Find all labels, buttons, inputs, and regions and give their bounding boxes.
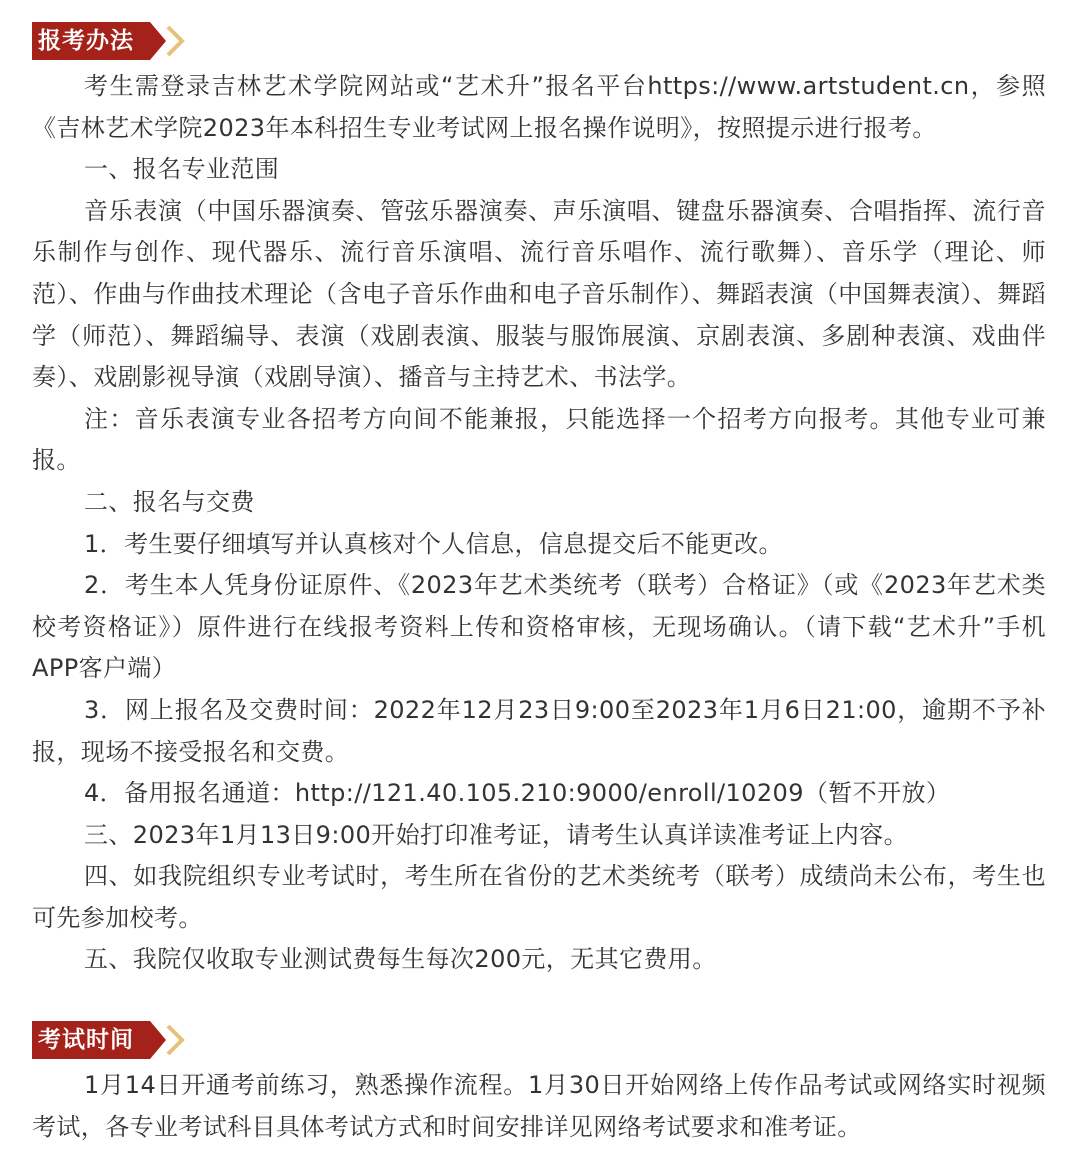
section-body [32, 1065, 1046, 1148]
section-heading: 考试时间 [32, 1021, 150, 1059]
section-heading-tag [32, 22, 182, 60]
section-heading: 报考办法 [32, 22, 150, 60]
chevron-right-icon [162, 1021, 192, 1059]
paragraph: 1月14日开通考前练习，熟悉操作流程。1月30日开始网络上传作品考试或网络实时视频考试，各专业考试科目具体考试方式和时间安排详见网络考试要求和准考证。 [32, 1071, 1046, 1141]
section-exam-time [0, 1021, 1080, 1148]
list-item: 1．考生要仔细填写并认真核对个人信息，信息提交后不能更改。 [84, 529, 783, 558]
note-paragraph: 注：音乐表演专业各招考方向间不能兼报，只能选择一个招考方向报考。其他专业可兼报。 [32, 404, 1046, 475]
section-body [32, 66, 1046, 981]
paragraph: 音乐表演（中国乐器演奏、管弦乐器演奏、声乐演唱、键盘乐器演奏、合唱指挥、流行音乐制作与创作、现代器乐、流行音乐演唱、流行音乐唱作、流行歌舞）、音乐学（理论、师范）、作曲与作曲技术理论（含电子音乐作曲和电子音乐制作）、舞蹈表演（中国舞表演）、舞蹈学（师范）、舞蹈编导、表演（戏剧表演、服装与服饰展演、京剧表演、多剧种表演、戏曲伴奏）、戏剧影视导演（戏剧导演）、播音与主持艺术、书法学。 [32, 196, 1046, 392]
section-registration-method [0, 22, 1080, 981]
paragraph: 考生需登录吉林艺术学院网站或“艺术升”报名平台https://www.artstudent.cn，参照《吉林艺术学院2023年本科招生专业考试网上报名操作说明》，按照提示进行报考。 [32, 72, 1046, 142]
subheading: 二、报名与交费 [84, 487, 255, 516]
list-item: 3．网上报名及交费时间：2022年12月23日9:00至2023年1月6日21:00，逾期不予补报，现场不接受报名和交费。 [32, 695, 1046, 766]
list-item: 4．备用报名通道：http://121.40.105.210:9000/enroll/10209（暂不开放） [84, 779, 951, 808]
subheading: 一、报名专业范围 [84, 155, 280, 184]
chevron-right-icon [162, 22, 192, 60]
paragraph: 四、如我院组织专业考试时，考生所在省份的艺术类统考（联考）成绩尚未公布，考生也可先参加校考。 [32, 862, 1046, 932]
list-item: 2．考生本人凭身份证原件、《2023年艺术类统考（联考）合格证》（或《2023年艺术类校考资格证》）原件进行在线报考资料上传和资格审核，无现场确认。（请下载“艺术升”手机APP客户端） [32, 571, 1046, 683]
section-heading-tag [32, 1021, 182, 1059]
paragraph: 三、2023年1月13日9:00开始打印准考证，请考生认真详读准考证上内容。 [84, 820, 908, 849]
paragraph: 五、我院仅收取专业测试费每生每次200元，无其它费用。 [84, 945, 717, 974]
